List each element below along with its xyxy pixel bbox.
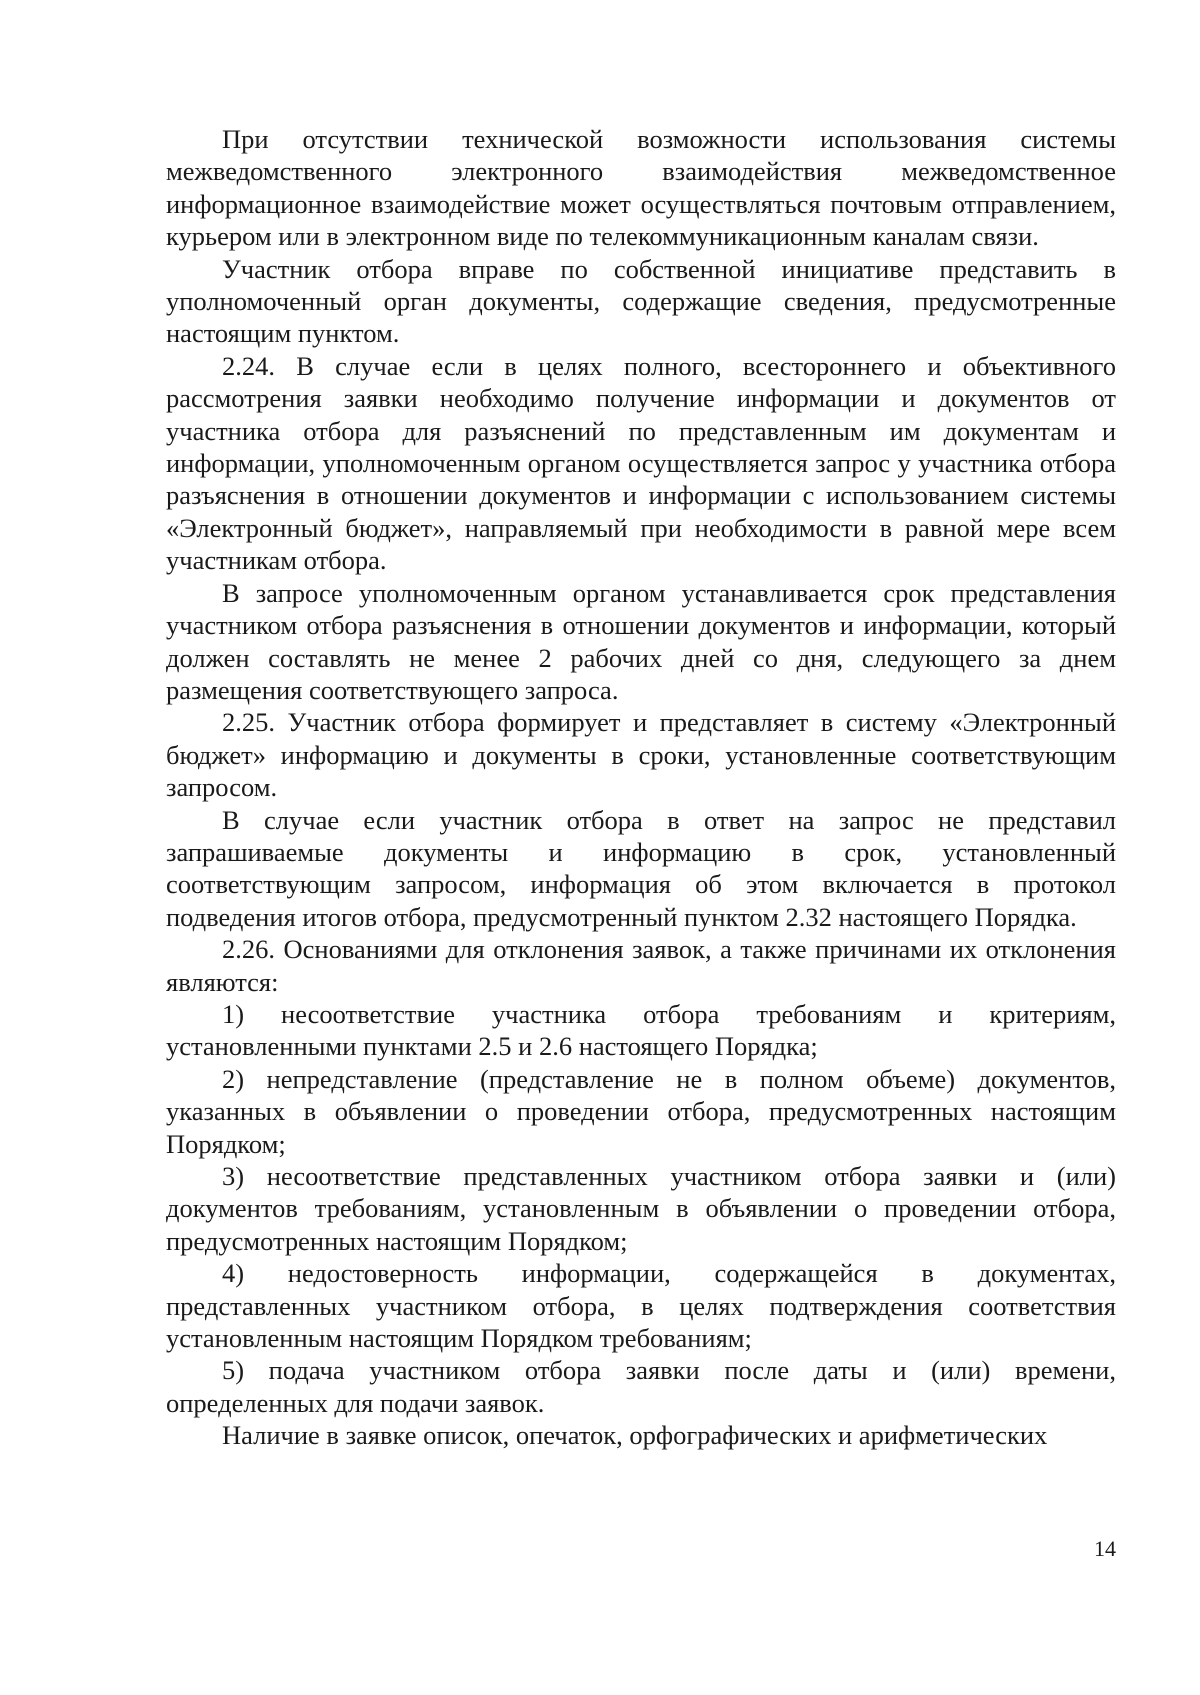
- paragraph-request-deadline: В запросе уполномоченным органом устанавливается срок представления участником отбора разъяснения в отношении документов и информации, который должен составлять не менее 2 рабочих дней со дня, следующего за днем размещения соответствующего запроса.: [166, 577, 1116, 705]
- list-item-5: 5) подача участником отбора заявки после даты и (или) времени, определенных для подачи заявок.: [166, 1355, 1116, 1418]
- paragraph-2-24: 2.24. В случае если в целях полного, всестороннего и объективного рассмотрения заявки необходимо получение информации и документов от участника отбора для разъяснений по представленным им документам и информации, уполномоченным органом осуществляется запрос у участника отбора разъяснения в отношении документов и информации с использованием системы «Электронный бюджет», направляемый при необходимости в равной мере всем участникам отбора.: [166, 350, 1116, 576]
- list-item-2: 2) непредставление (представление не в полном объеме) документов, указанных в объявлении о проведении отбора, предусмотренных настоящим Порядком;: [166, 1063, 1116, 1159]
- list-item-4: 4) недостоверность информации, содержащейся в документах, представленных участником отбора, в целях подтверждения соответствия установленным настоящим Порядком требованиям;: [166, 1258, 1116, 1354]
- page-number: 14: [1094, 1536, 1116, 1561]
- paragraph-interagency-interaction: При отсутствии технической возможности использования системы межведомственного электронного взаимодействия межведомственное информационное взаимодействие может осуществляться почтовым отправлением, курьером или в электронном виде по телекоммуникационным каналам связи.: [166, 124, 1116, 252]
- list-item-3: 3) несоответствие представленных участником отбора заявки и (или) документов требованиям, установленным в объявлении о проведении отбора, предусмотренных настоящим Порядком;: [166, 1161, 1116, 1256]
- document-body: [166, 123, 1116, 1452]
- paragraph-errors-note: Наличие в заявке описок, опечаток, орфографических и арифметических: [222, 1420, 1048, 1451]
- paragraph-participant-right: Участник отбора вправе по собственной инициативе представить в уполномоченный орган документы, содержащие сведения, предусмотренные настоящим пунктом.: [166, 253, 1116, 349]
- paragraph-2-26: 2.26. Основаниями для отклонения заявок, а также причинами их отклонения являются:: [166, 934, 1116, 997]
- list-item-1: 1) несоответствие участника отбора требованиям и критериям, установленными пунктами 2.5 и 2.6 настоящего Порядка;: [166, 998, 1116, 1062]
- paragraph-2-25: 2.25. Участник отбора формирует и представляет в систему «Электронный бюджет» информацию и документы в сроки, установленные соответствующим запросом.: [166, 707, 1116, 803]
- paragraph-no-response: В случае если участник отбора в ответ на запрос не представил запрашиваемые документы и информацию в срок, установленный соответствующим запросом, информация об этом включается в протокол подведения итогов отбора, предусмотренный пунктом 2.32 настоящего Порядка.: [166, 804, 1116, 932]
